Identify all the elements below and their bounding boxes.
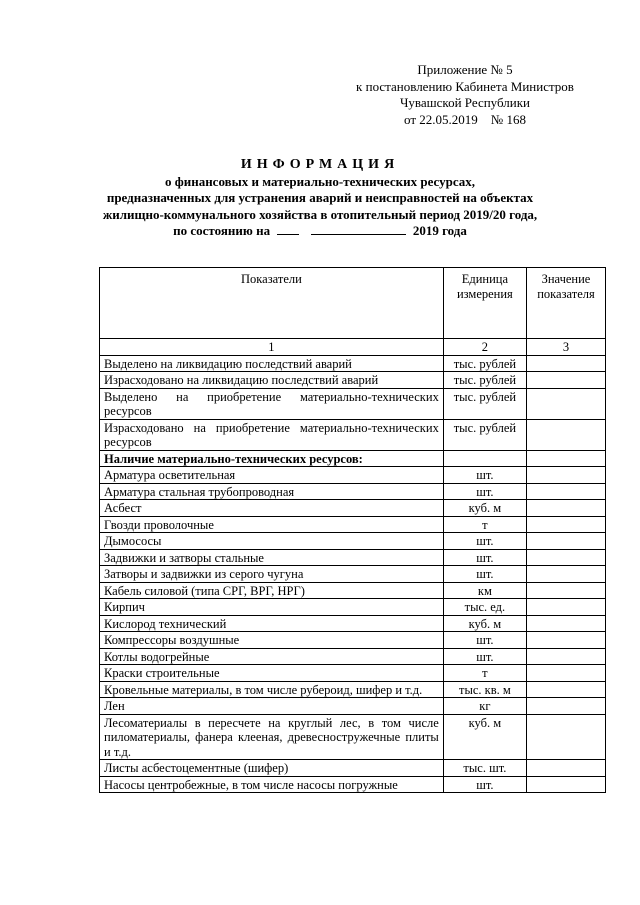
row-label: Израсходовано на приобретение материально-технических ресурсов — [100, 419, 444, 450]
table-row — [100, 681, 606, 698]
row-value[interactable] — [526, 467, 605, 484]
appendix-line: к постановлению Кабинета Министров — [356, 78, 574, 94]
row-label: Кислород технический — [100, 615, 444, 632]
row-value[interactable] — [526, 483, 605, 500]
row-label: Насосы центробежные, в том числе насосы погружные — [100, 776, 444, 793]
date-blank-day — [277, 224, 299, 235]
col-number: 2 — [443, 339, 526, 356]
row-label: Затворы и задвижки из серого чугуна — [100, 566, 444, 583]
row-unit: т — [443, 516, 526, 533]
row-value[interactable] — [526, 599, 605, 616]
row-label: Арматура стальная трубопроводная — [100, 483, 444, 500]
row-unit: шт. — [443, 566, 526, 583]
table-row — [100, 648, 606, 665]
appendix-line: Чувашской Республики — [399, 95, 531, 110]
row-value[interactable] — [526, 372, 605, 389]
table-row — [100, 549, 606, 566]
table-row — [100, 467, 606, 484]
title-heading: ИНФОРМАЦИЯ — [240, 157, 400, 172]
row-label: Лен — [100, 698, 444, 715]
table-row — [100, 615, 606, 632]
row-value[interactable] — [526, 714, 605, 760]
table-row — [100, 372, 606, 389]
header-value: Значение показателя — [526, 268, 605, 339]
row-label: Асбест — [100, 500, 444, 517]
title-date-suffix: 2019 года — [412, 223, 467, 238]
header-indicator: Показатели — [100, 268, 444, 339]
row-label: Гвозди проволочные — [100, 516, 444, 533]
row-value[interactable] — [526, 549, 605, 566]
col-number: 3 — [526, 339, 605, 356]
title-line: предназначенных для устранения аварий и неисправностей на объектах — [106, 190, 534, 205]
table-row — [100, 419, 606, 450]
row-unit — [443, 450, 526, 467]
row-label: Дымососы — [100, 533, 444, 550]
table-row — [100, 698, 606, 715]
row-value[interactable] — [526, 500, 605, 517]
row-value[interactable] — [526, 566, 605, 583]
table-row — [100, 483, 606, 500]
row-value[interactable] — [526, 388, 605, 419]
row-unit: куб. м — [443, 714, 526, 760]
row-unit: шт. — [443, 776, 526, 793]
row-label: Краски строительные — [100, 665, 444, 682]
row-unit: т — [443, 665, 526, 682]
header-unit: Единица измерения — [443, 268, 526, 339]
row-unit: тыс. шт. — [443, 760, 526, 777]
row-unit: куб. м — [443, 500, 526, 517]
appendix-line: от 22.05.2019 № 168 — [404, 111, 526, 127]
row-value[interactable] — [526, 450, 605, 467]
table-row — [100, 388, 606, 419]
row-unit: тыс. кв. м — [443, 681, 526, 698]
column-number-row — [100, 339, 606, 356]
row-label: Задвижки и затворы стальные — [100, 549, 444, 566]
col-number: 1 — [100, 339, 444, 356]
row-value[interactable] — [526, 648, 605, 665]
row-value[interactable] — [526, 516, 605, 533]
table-row — [100, 500, 606, 517]
row-unit: куб. м — [443, 615, 526, 632]
row-label: Выделено на приобретение материально-технических ресурсов — [100, 388, 444, 419]
resources-table — [99, 267, 606, 793]
row-value[interactable] — [526, 615, 605, 632]
row-label: Кровельные материалы, в том числе рубероид, шифер и т.д. — [100, 681, 444, 698]
row-label: Компрессоры воздушные — [100, 632, 444, 649]
row-value[interactable] — [526, 419, 605, 450]
row-value[interactable] — [526, 533, 605, 550]
row-value[interactable] — [526, 355, 605, 372]
table-row — [100, 582, 606, 599]
table-header-row — [100, 268, 606, 339]
row-unit: шт. — [443, 648, 526, 665]
row-unit: шт. — [443, 549, 526, 566]
row-unit: тыс. рублей — [443, 355, 526, 372]
table-row — [100, 632, 606, 649]
table-row — [100, 665, 606, 682]
row-value[interactable] — [526, 582, 605, 599]
table-row — [100, 516, 606, 533]
document-title — [60, 157, 580, 240]
table-row — [100, 566, 606, 583]
title-date-line — [60, 223, 580, 240]
row-label: Израсходовано на ликвидацию последствий аварий — [100, 372, 444, 389]
row-value[interactable] — [526, 760, 605, 777]
title-line: жилищно-коммунального хозяйства в отопительный период 2019/20 года, — [102, 206, 538, 222]
row-value[interactable] — [526, 698, 605, 715]
row-label: Лесоматериалы в пересчете на круглый лес, в том числе пиломатериалы, фанера клееная, древесностружечные плиты и т.д. — [100, 714, 444, 760]
table-row — [100, 599, 606, 616]
row-label: Выделено на ликвидацию последствий аварий — [100, 355, 444, 372]
date-blank-month — [311, 224, 406, 235]
row-label: Кирпич — [100, 599, 444, 616]
row-label: Котлы водогрейные — [100, 648, 444, 665]
row-value[interactable] — [526, 776, 605, 793]
row-unit: кг — [443, 698, 526, 715]
row-value[interactable] — [526, 665, 605, 682]
table-row — [100, 355, 606, 372]
title-date-prefix: по состоянию на — [173, 223, 271, 238]
row-unit: км — [443, 582, 526, 599]
row-label: Кабель силовой (типа СРГ, ВРГ, НРГ) — [100, 582, 444, 599]
table-row — [100, 450, 606, 467]
row-unit: тыс. рублей — [443, 372, 526, 389]
row-value[interactable] — [526, 632, 605, 649]
appendix-line: Приложение № 5 — [417, 62, 513, 77]
row-unit: тыс. рублей — [443, 388, 526, 419]
row-label: Листы асбестоцементные (шифер) — [100, 760, 444, 777]
row-unit: шт. — [443, 533, 526, 550]
row-label: Арматура осветительная — [100, 467, 444, 484]
row-unit: шт. — [443, 467, 526, 484]
table-row — [100, 533, 606, 550]
table-row — [100, 776, 606, 793]
row-value[interactable] — [526, 681, 605, 698]
row-label: Наличие материально-технических ресурсов: — [100, 450, 444, 467]
title-line: о финансовых и материально-технических ресурсах, — [164, 173, 476, 189]
table-row — [100, 714, 606, 760]
row-unit: шт. — [443, 632, 526, 649]
row-unit: тыс. ед. — [443, 599, 526, 616]
table-row — [100, 760, 606, 777]
row-unit: шт. — [443, 483, 526, 500]
row-unit: тыс. рублей — [443, 419, 526, 450]
appendix-header — [330, 62, 600, 128]
